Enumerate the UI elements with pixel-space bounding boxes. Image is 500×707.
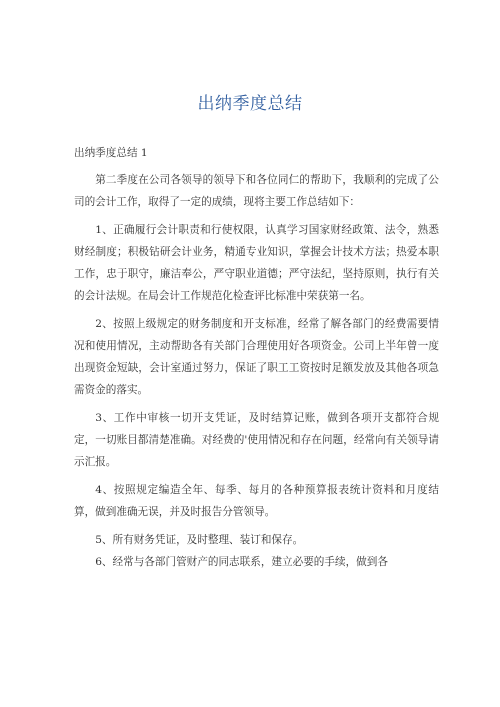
paragraph-item-3: 3、工作中审核一切开支凭证，及时结算记账，做到各项开支都符合规定，一切账目都清楚准确。对经费的'使用情况和存在问题，经常向有关领导请示汇报。 bbox=[74, 412, 439, 468]
paragraph-item-5: 5、所有财务凭证，及时整理、装订和保存。 bbox=[95, 534, 304, 546]
document-body bbox=[74, 142, 439, 579]
paragraph-item-1: 1、正确履行会计职责和行使权限，认真学习国家财经政策、法令，熟悉财经制度；积极钻研会计业务，精通专业知识，掌握会计技术方法；热爱本职工作，忠于职守，廉洁奉公，严守职业道德；严守法纪，坚持原则，执行有关的会计法规。在局会计工作规范化检查评比标准中荣获第一名。 bbox=[74, 224, 439, 302]
paragraph-item-4: 4、按照规定编造全年、每季、每月的各种预算报表统计资料和月度结算，做到准确无误，并及时报告分管领导。 bbox=[74, 484, 439, 518]
paragraph-intro: 第二季度在公司各领导的领导下和各位同仁的帮助下，我顺利的完成了公司的会计工作，取得了一定的成绩，现将主要工作总结如下： bbox=[74, 174, 439, 208]
document-title: 出纳季度总结 bbox=[197, 94, 303, 114]
paragraph-item-6: 6、经常与各部门管财产的同志联系，建立必要的手续，做到各 bbox=[95, 556, 388, 568]
section-subtitle: 出纳季度总结 1 bbox=[74, 147, 148, 159]
paragraph-item-2: 2、按照上级规定的财务制度和开支标准，经常了解各部门的经费需要情况和使用情况，主动帮助各有关部门合理使用好各项资金。公司上半年曾一度出现资金短缺，会计室通过努力，保证了职工工资按时足额发放及其他各项急需资金的落实。 bbox=[74, 318, 439, 396]
